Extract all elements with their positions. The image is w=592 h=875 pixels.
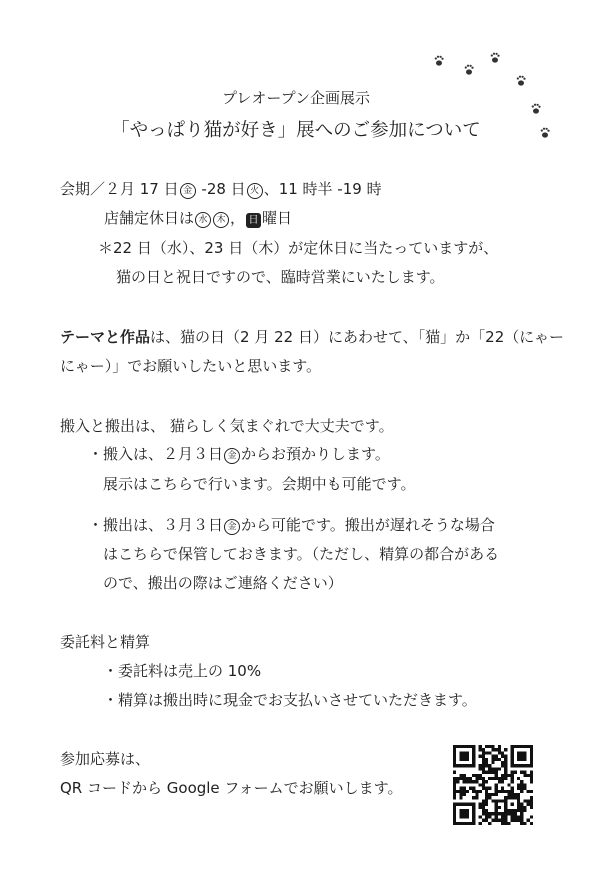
period-note-line2: 猫の日と祝日ですので、臨時営業にいたします。 [116, 268, 445, 286]
day-badge-fri: 金 [224, 519, 240, 535]
delivery-in-date: ・搬入は、２月３日 [88, 445, 224, 463]
closed-days-suffix: 曜日 [262, 209, 293, 227]
delivery-out-date: ・搬出は、３月３日 [88, 516, 224, 534]
day-badge-fri: 金 [224, 448, 240, 464]
page-title: 「やっぱり猫が好き」展へのご参加について [111, 120, 481, 141]
delivery-in-text: からお預かりします。 [241, 445, 390, 463]
delivery-out-line3: ので、搬出の際はご連絡ください） [103, 574, 343, 592]
delivery-in-line1 [88, 444, 390, 464]
closed-days-label: 店舗定休日は [104, 209, 195, 227]
delivery-out-line1 [88, 515, 495, 535]
apply-line1: 参加応募は、 [60, 750, 151, 768]
day-badge-tue: 火 [247, 183, 263, 199]
period-hours-text: 、11 時半 -19 時 [263, 180, 382, 198]
day-badge-wed: 水 [195, 212, 211, 228]
day-badge-sun: 日 [246, 213, 261, 228]
fees-item-settlement: ・精算は搬出時に現金でお支払いさせていただきます。 [103, 691, 477, 709]
theme-text: は、猫の日（2 月 22 日）にあわせて、「猫」か「22（にゃー [150, 328, 564, 346]
delivery-in-line2: 展示はこちらで行います。会期中も可能です。 [103, 475, 416, 493]
fees-item-commission: ・委託料は売上の 10% [103, 662, 262, 680]
theme-line2: にゃー）」でお願いしたいと思います。 [60, 357, 322, 375]
apply-line2: QR コードから Google フォームでお願いします。 [60, 779, 403, 797]
day-badge-fri: 金 [180, 183, 196, 199]
delivery-intro: 搬入と搬出は、 猫らしく気まぐれで大丈夫です。 [60, 417, 394, 435]
period-line [60, 179, 382, 199]
delivery-out-line2: はこちらで保管しておきます。（ただし、精算の都合がある [103, 545, 500, 563]
subtitle: プレオープン企画展示 [221, 89, 371, 107]
qr-code[interactable] [453, 745, 533, 825]
theme-label: テーマと作品 [60, 328, 151, 346]
period-note-line1: ＊22 日（水）、23 日（木）が定休日に当たっていますが、 [98, 239, 499, 257]
fees-heading: 委託料と精算 [60, 633, 151, 651]
delivery-out-text: から可能です。搬出が遅れそうな場合 [241, 516, 495, 534]
closed-days-line [104, 208, 292, 228]
closed-days-separator: ， [230, 209, 246, 227]
period-start-text: 会期／２月 17 日 [60, 180, 179, 198]
theme-line1 [60, 327, 564, 347]
day-badge-thu: 木 [213, 212, 229, 228]
period-end-text: -28 日 [201, 180, 246, 198]
